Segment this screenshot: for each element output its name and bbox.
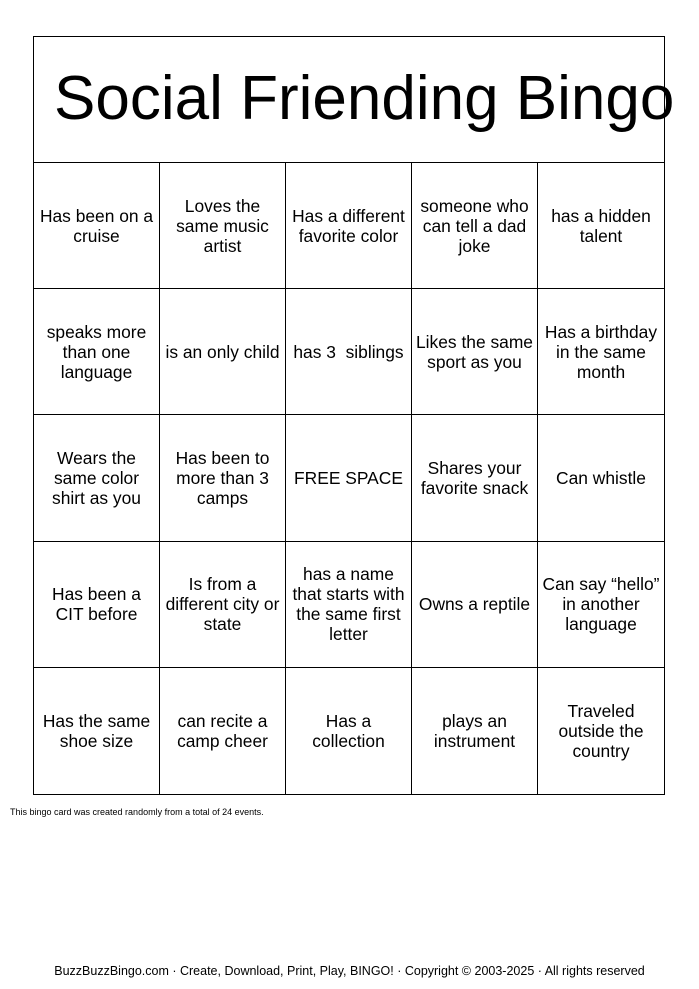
footer-text: BuzzBuzzBingo.com · Create, Download, Print, Play, BINGO! · Copyright © 2003-2025 · All rights reserved [54,964,645,978]
bingo-cell: Can whistle [538,415,664,541]
bingo-cell: is an only child [160,289,286,415]
bingo-grid [34,163,664,794]
bingo-cell: has 3 siblings [286,289,412,415]
bingo-cell: has a hidden talent [538,163,664,289]
title-box [34,37,675,163]
bingo-cell: Shares your favorite snack [412,415,538,541]
bingo-cell: Has been to more than 3 camps [160,415,286,541]
bingo-cell: Likes the same sport as you [412,289,538,415]
card-title: Social Friending Bingo [54,64,675,133]
bingo-cell: Has been a CIT before [34,542,160,668]
bingo-cell: plays an instrument [412,668,538,794]
free-space-cell: FREE SPACE [286,415,412,541]
bingo-cell: someone who can tell a dad joke [412,163,538,289]
bingo-card [33,36,675,795]
bingo-cell: Can say “hello” in another language [538,542,664,668]
card-note: This bingo card was created randomly from a total of 24 events. [10,807,264,817]
bingo-cell: Owns a reptile [412,542,538,668]
bingo-cell: Has the same shoe size [34,668,160,794]
bingo-cell: can recite a camp cheer [160,668,286,794]
bingo-cell: Has a birthday in the same month [538,289,664,415]
bingo-cell: speaks more than one language [34,289,160,415]
bingo-cell: has a name that starts with the same first letter [286,542,412,668]
bingo-cell: Has a different favorite color [286,163,412,289]
bingo-cell: Is from a different city or state [160,542,286,668]
bingo-cell: Has a collection [286,668,412,794]
bingo-cell: Wears the same color shirt as you [34,415,160,541]
bingo-cell: Loves the same music artist [160,163,286,289]
bingo-cell: Has been on a cruise [34,163,160,289]
bingo-cell: Traveled outside the country [558,700,644,761]
